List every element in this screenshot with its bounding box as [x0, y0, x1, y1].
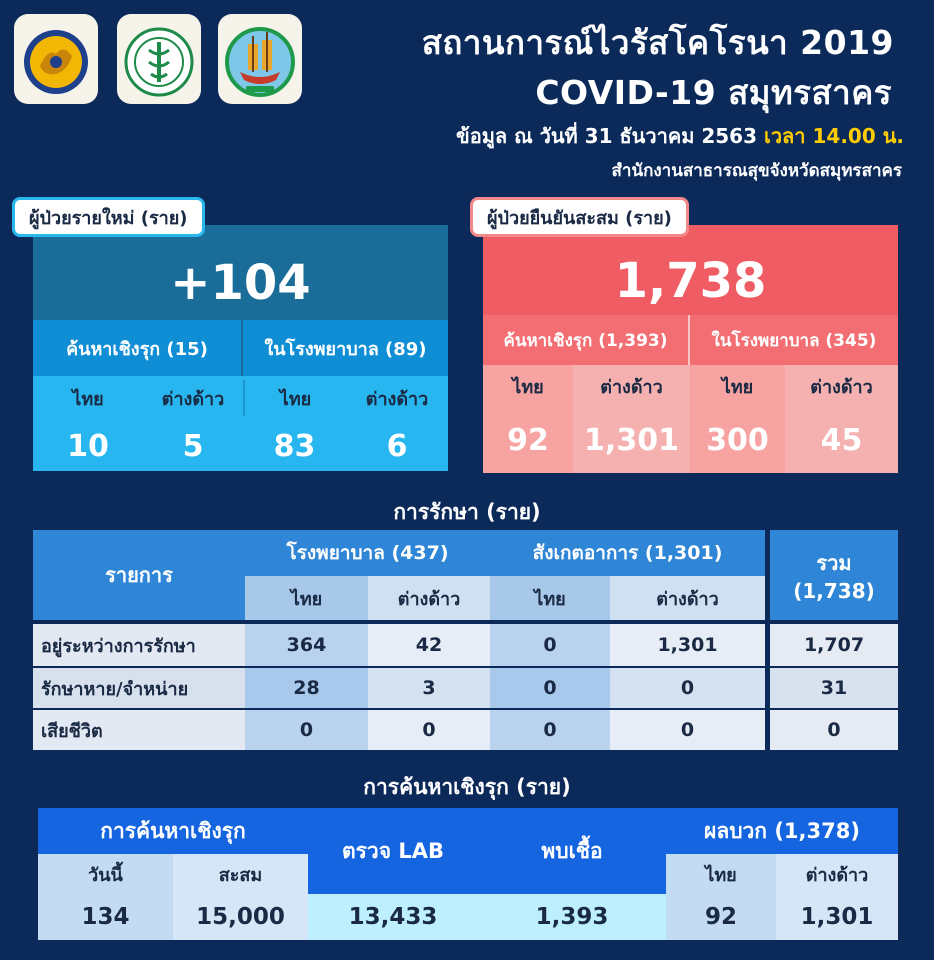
- treatment-total-cell: 1,707: [770, 624, 898, 666]
- screening-cumulative-value: 15,000: [173, 894, 308, 940]
- treatment-cell: 28: [245, 668, 368, 708]
- treatment-col-total: [770, 530, 898, 620]
- treatment-title: การรักษา (ราย): [393, 499, 541, 524]
- cumulative-hospital-thai: 300: [706, 422, 769, 458]
- office-name: สำนักงานสาธารณสุขจังหวัดสมุทรสาคร: [611, 161, 902, 181]
- treatment-total-count: (1,738): [793, 579, 875, 603]
- treatment-sub-observe-foreign: ต่างด้าว: [610, 576, 765, 620]
- treatment-row-label: อยู่ระหว่างการรักษา: [33, 624, 245, 666]
- treatment-col-item: รายการ: [33, 530, 245, 620]
- new-cases-active-search: ค้นหาเชิงรุก (15): [33, 320, 243, 376]
- cumulative-col-thai-2: ไทย: [721, 376, 754, 398]
- cumulative-label: ผู้ป่วยยืนยันสะสม (ราย): [470, 197, 689, 237]
- cumulative-search-foreign: 1,301: [584, 422, 679, 458]
- report-date-line: [456, 120, 904, 152]
- screening-today-value: 134: [38, 894, 173, 940]
- new-cases-hospital-thai: 83: [273, 428, 316, 464]
- screening-sub-cumulative: สะสม: [173, 854, 308, 894]
- treatment-cell: 0: [490, 668, 610, 708]
- treatment-sub-hospital-thai: ไทย: [245, 576, 368, 620]
- cumulative-col-foreign-1: ต่างด้าว: [600, 376, 663, 398]
- samut-sakhon-province-seal-icon: [218, 14, 302, 104]
- treatment-cell: 1,301: [610, 624, 765, 666]
- ministry-of-public-health-icon: [117, 14, 201, 104]
- screening-found-value: 1,393: [478, 894, 666, 940]
- screening-col-search: การค้นหาเชิงรุก: [38, 808, 308, 854]
- cumulative-active-search: ค้นหาเชิงรุก (1,393): [483, 315, 690, 365]
- new-cases-col-foreign-2: ต่างด้าว: [365, 388, 429, 410]
- treatment-cell: 0: [245, 710, 368, 750]
- screening-title: การค้นหาเชิงรุก (ราย): [363, 774, 571, 799]
- screening-sub-thai: ไทย: [666, 854, 776, 894]
- screening-col-found: พบเชื้อ: [478, 808, 666, 894]
- page-subtitle: COVID-19 สมุทรสาคร: [535, 73, 892, 112]
- new-cases-total: +104: [170, 255, 311, 311]
- new-cases-col-foreign-1: ต่างด้าว: [161, 388, 225, 410]
- new-cases-col-thai-1: ไทย: [72, 388, 104, 410]
- treatment-col-observe: สังเกตอาการ (1,301): [490, 530, 765, 576]
- treatment-sub-observe-thai: ไทย: [490, 576, 610, 620]
- screening-lab-value: 13,433: [308, 894, 478, 940]
- treatment-cell: 0: [490, 710, 610, 750]
- cumulative-col-thai-1: ไทย: [512, 376, 544, 398]
- new-cases-hospital-foreign: 6: [386, 428, 408, 464]
- treatment-cell: 0: [610, 668, 765, 708]
- new-cases-in-hospital: ในโรงพยาบาล (89): [243, 320, 448, 376]
- new-cases-search-foreign: 5: [182, 428, 204, 464]
- treatment-row-label: เสียชีวิต: [33, 710, 245, 750]
- screening-sub-today: วันนี้: [38, 854, 173, 894]
- screening-col-positive: ผลบวก (1,378): [666, 808, 898, 854]
- garuda-emblem-icon: [14, 14, 98, 104]
- treatment-sub-hospital-foreign: ต่างด้าว: [368, 576, 490, 620]
- cumulative-col-foreign-2: ต่างด้าว: [810, 376, 873, 398]
- new-cases-search-thai: 10: [67, 428, 109, 464]
- screening-sub-foreign: ต่างด้าว: [776, 854, 898, 894]
- treatment-cell: 0: [490, 624, 610, 666]
- treatment-row-label: รักษาหาย/จำหน่าย: [33, 668, 245, 708]
- new-cases-label: ผู้ป่วยรายใหม่ (ราย): [12, 197, 205, 237]
- cumulative-total: 1,738: [614, 253, 767, 309]
- treatment-total-label: รวม: [816, 551, 852, 575]
- page-title: สถานการณ์ไวรัสโคโรนา 2019: [421, 23, 894, 62]
- treatment-cell: 3: [368, 668, 490, 708]
- treatment-cell: 0: [368, 710, 490, 750]
- screening-col-lab: ตรวจ LAB: [308, 808, 478, 894]
- treatment-cell: 364: [245, 624, 368, 666]
- treatment-cell: 42: [368, 624, 490, 666]
- cumulative-search-thai: 92: [507, 422, 549, 458]
- new-cases-col-thai-2: ไทย: [243, 380, 346, 416]
- cumulative-hospital-foreign: 45: [820, 422, 863, 458]
- cumulative-in-hospital: ในโรงพยาบาล (345): [690, 315, 898, 365]
- screening-positive-foreign-value: 1,301: [776, 894, 898, 940]
- report-date: ข้อมูล ณ วันที่ 31 ธันวาคม 2563: [456, 124, 758, 148]
- treatment-total-cell: 0: [770, 710, 898, 750]
- report-time: เวลา 14.00 น.: [763, 124, 904, 148]
- treatment-col-hospital: โรงพยาบาล (437): [245, 530, 490, 576]
- treatment-cell: 0: [610, 710, 765, 750]
- treatment-total-cell: 31: [770, 668, 898, 708]
- screening-positive-thai-value: 92: [666, 894, 776, 940]
